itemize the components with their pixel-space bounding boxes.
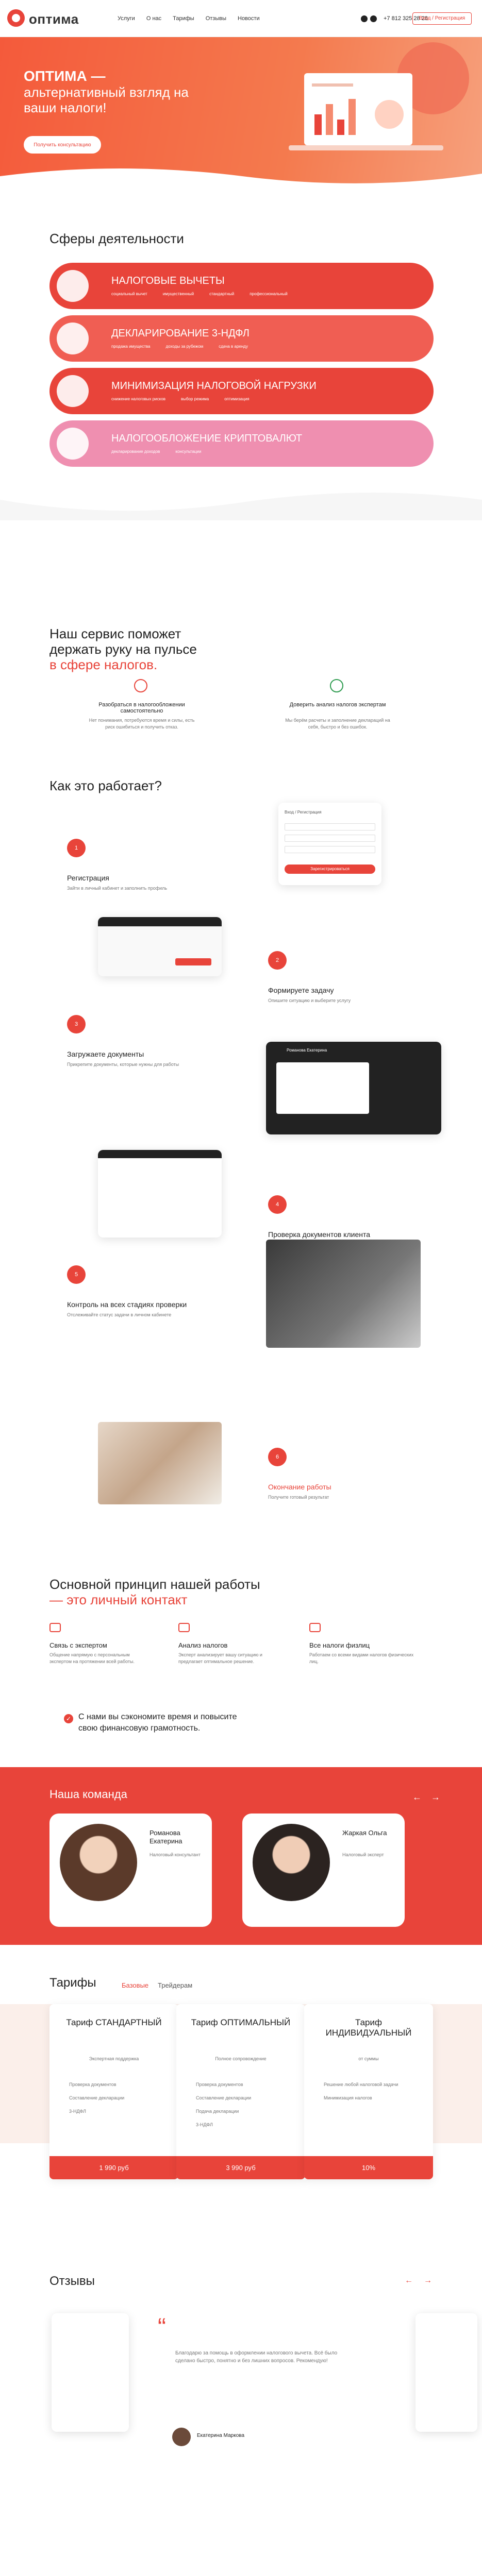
reviews-title: Отзывы (49, 2274, 95, 2288)
sphere-title: ДЕКЛАРИРОВАНИЕ 3-НДФЛ (111, 328, 250, 339)
site-header (0, 0, 482, 37)
save-line: свою финансовую грамотность. (78, 1724, 201, 1733)
tab-traders[interactable]: Трейдерам (158, 1981, 193, 1989)
team-member-card[interactable] (242, 1814, 405, 1927)
check-icon (330, 679, 343, 692)
team-title: Наша команда (49, 1788, 127, 1801)
mock-input (285, 835, 375, 842)
tariff-feature: Проверка документов (196, 2082, 243, 2087)
minimize-icon (57, 375, 89, 407)
tariff-price-button[interactable]: 10% (304, 2156, 433, 2179)
sphere-tag: оптимизация (224, 397, 250, 401)
tariff-desc: от суммы (358, 2056, 379, 2061)
service-title-accent: в сфере налогов. (49, 657, 158, 672)
sphere-tags (111, 397, 250, 401)
analytics-icon (178, 1623, 190, 1632)
step-title: Регистрация (67, 874, 109, 882)
logo-icon[interactable] (7, 9, 25, 27)
tariff-feature: Составление декларации (69, 2095, 125, 2100)
option-expert-title: Доверить анализ налогов экспертам (289, 702, 386, 708)
mock-user-name: Романова Екатерина (287, 1048, 327, 1053)
principle-col-text: Работаем со всеми видами налогов физических лиц. (309, 1652, 414, 1664)
principle-col-title: Все налоги физлиц (309, 1641, 370, 1649)
principle-col-text: Общение напрямую с персональным экспертом на протяжении всей работы. (49, 1652, 135, 1664)
step-title: Загружаете документы (67, 1050, 144, 1058)
tariff-name: Тариф ИНДИВИДУАЛЬНЫЙ (325, 2018, 412, 2038)
member-photo (253, 1824, 330, 1901)
documents-photo (266, 1240, 421, 1348)
how-title: Как это работает? (49, 778, 162, 793)
login-button[interactable]: Вход / Регистрация (412, 12, 472, 25)
reviewer-avatar (172, 2428, 191, 2446)
step-number: 6 (268, 1448, 287, 1466)
telegram-icon[interactable] (361, 15, 368, 22)
service-title-line: Наш сервис поможет (49, 626, 181, 641)
team-next-arrow-icon[interactable]: → (431, 1792, 440, 1802)
docs-mockup (266, 1042, 441, 1134)
tariff-feature: Минимизация налогов (324, 2095, 372, 2100)
principle-col-title: Анализ налогов (178, 1641, 228, 1649)
step-title: Окончание работы (268, 1483, 331, 1491)
option-expert-text: Мы берём расчеты и заполнение деклараций на себя, быстро и без ошибок. (285, 718, 390, 730)
step-title: Формируете задачу (268, 986, 334, 994)
mock-button (175, 958, 211, 965)
sphere-tag: продажа имущества (111, 344, 151, 349)
principle-col-title: Связь с экспертом (49, 1641, 107, 1649)
main-nav (118, 15, 260, 22)
hero-title-main: ОПТИМА — (24, 68, 106, 84)
declaration-icon (57, 323, 89, 354)
step-text: Зайти в личный кабинет и заполнить профиль (67, 886, 168, 891)
step-number: 4 (268, 1195, 287, 1214)
member-photo (60, 1824, 137, 1901)
principle-col-text: Эксперт анализирует вашу ситуацию и предлагает оптимальное решение. (178, 1652, 262, 1664)
reviews-prev-arrow-icon[interactable]: ← (405, 2276, 413, 2285)
spheres-title: Сферы деятельности (49, 231, 184, 246)
tariff-name: Тариф ОПТИМАЛЬНЫЙ (191, 2018, 291, 2027)
service-title-line: держать руку на пульсе (49, 641, 197, 657)
logo-text[interactable]: оптима (29, 11, 79, 27)
sphere-tag: консультации (175, 449, 202, 454)
save-line: С нами вы сэкономите время и повысите (78, 1713, 237, 1721)
hero-section (0, 37, 482, 192)
tariff-desc: Экспертная поддержка (89, 2056, 139, 2061)
wave-divider (0, 479, 482, 520)
header-phone[interactable]: +7 812 325 28 28 (384, 15, 428, 22)
sphere-title: НАЛОГОВЫЕ ВЫЧЕТЫ (111, 275, 225, 286)
tariff-name: Тариф СТАНДАРТНЫЙ (66, 2018, 162, 2027)
principle-title (49, 1577, 260, 1607)
sphere-card[interactable] (49, 368, 434, 414)
sphere-tags (111, 344, 248, 349)
tax-deduction-icon (57, 270, 89, 302)
tariff-card[interactable] (176, 2004, 305, 2179)
reviews-next-arrow-icon[interactable]: → (424, 2276, 432, 2285)
mock-input (285, 823, 375, 831)
step-text: Опишите ситуацию и выберите услугу (268, 998, 351, 1003)
mock-login-title: Вход / Регистрация (285, 810, 322, 815)
sphere-tags (111, 292, 288, 296)
tariff-feature: Составление декларации (196, 2095, 252, 2100)
nav-about[interactable]: О нас (146, 15, 162, 22)
sphere-title: МИНИМИЗАЦИЯ НАЛОГОВОЙ НАГРУЗКИ (111, 380, 317, 392)
team-prev-arrow-icon[interactable]: ← (412, 1792, 422, 1802)
whatsapp-icon[interactable] (370, 15, 377, 22)
step-title: Проверка документов клиента (268, 1230, 371, 1239)
option-diy-text: Нет понимания, потребуются время и силы, есть риск ошибиться и получить отказ. (89, 718, 195, 730)
check-badge-icon: ✓ (64, 1714, 73, 1723)
sphere-tag: социальный вычет (111, 292, 147, 296)
tariff-feature: 3-НДФЛ (69, 2109, 86, 2114)
tariffs-title: Тарифы (49, 1976, 96, 1990)
tariff-price-button[interactable]: 3 990 руб (176, 2156, 305, 2179)
meeting-photo (98, 1422, 222, 1504)
cross-icon (134, 679, 147, 692)
task-mockup (98, 917, 222, 976)
tariff-feature: Решение любой налоговой задачи (324, 2082, 398, 2087)
hero-cta-button[interactable]: Получить консультацию (24, 136, 101, 154)
hero-wave (0, 161, 482, 192)
member-role: Налоговый консультант (149, 1852, 201, 1857)
tariff-feature: 3-НДФЛ (196, 2122, 213, 2127)
step-number: 2 (268, 951, 287, 970)
quote-icon: “ (158, 2314, 166, 2341)
hero-illustration (289, 42, 474, 171)
review-text: Благодарю за помощь в оформлении налогового вычета. Всё было сделано быстро, понятно и без лишних вопросов. Рекомендую! (175, 2350, 338, 2364)
sphere-tags (111, 449, 201, 454)
tariff-feature: Подача декларации (196, 2109, 239, 2114)
tariff-price-button[interactable]: 1 990 руб (49, 2156, 178, 2179)
principle-title-accent: — это личный контакт (49, 1592, 188, 1607)
option-diy-title: Разобраться в налогообложении самостоятельно (98, 702, 185, 714)
hero-subtitle: альтернативный взгляд на ваши налоги! (24, 84, 189, 115)
review-document[interactable] (52, 2313, 129, 2432)
step-number: 3 (67, 1015, 86, 1033)
nav-tariffs[interactable]: Тарифы (173, 15, 194, 22)
sphere-title: НАЛОГООБЛОЖЕНИЕ КРИПТОВАЛЮТ (111, 433, 303, 444)
chat-icon (49, 1623, 61, 1632)
member-name: Жаркая Ольга (342, 1829, 387, 1837)
sphere-card[interactable] (49, 263, 434, 309)
document-icon (309, 1623, 321, 1632)
mock-register-button: Зарегистрироваться (285, 865, 375, 874)
mock-panel (276, 1062, 369, 1114)
tariff-feature: Проверка документов (69, 2082, 117, 2087)
mock-topbar (98, 917, 222, 926)
nav-services[interactable]: Услуги (118, 15, 135, 22)
tab-basic[interactable]: Базовые (122, 1981, 149, 1989)
sphere-tag: декларирование доходов (111, 449, 160, 454)
reviewer-name: Екатерина Маркова (197, 2433, 245, 2438)
principle-title-line: Основной принцип нашей работы (49, 1577, 260, 1592)
member-role: Налоговый эксперт (342, 1852, 384, 1857)
crypto-icon (57, 428, 89, 460)
step-number: 5 (67, 1265, 86, 1284)
tariff-card[interactable] (49, 2004, 178, 2179)
tariff-desc: Полное сопровождение (215, 2056, 267, 2061)
tariff-card[interactable] (304, 2004, 433, 2179)
member-name: Романова Екатерина (149, 1829, 182, 1845)
save-time-text (78, 1711, 237, 1734)
login-mockup (278, 803, 381, 885)
sphere-tag: профессиональный (250, 292, 288, 296)
sphere-tag: выбор режима (180, 397, 209, 401)
nav-reviews[interactable]: Отзывы (205, 15, 226, 22)
check-mockup (98, 1150, 222, 1238)
nav-news[interactable]: Новости (238, 15, 260, 22)
review-document[interactable] (415, 2313, 477, 2432)
sphere-tag: снижение налоговых рисков (111, 397, 165, 401)
mock-topbar (98, 1150, 222, 1158)
sphere-tag: сдача в аренду (219, 344, 248, 349)
sphere-tag: имущественный (162, 292, 194, 296)
sphere-card[interactable] (49, 420, 434, 467)
service-title (49, 626, 197, 672)
step-text: Получите готовый результат (268, 1495, 329, 1500)
sphere-card[interactable] (49, 315, 434, 362)
step-title: Контроль на всех стадиях проверки (67, 1300, 187, 1309)
team-member-card[interactable] (49, 1814, 212, 1927)
sphere-tag: стандартный (209, 292, 235, 296)
sphere-tag: доходы за рубежом (165, 344, 204, 349)
mock-input (285, 846, 375, 853)
hero-title (24, 68, 194, 115)
step-text: Отслеживайте статус задачи в личном кабинете (67, 1312, 172, 1317)
step-text: Прикрепите документы, которые нужны для работы (67, 1062, 179, 1067)
step-number: 1 (67, 839, 86, 857)
